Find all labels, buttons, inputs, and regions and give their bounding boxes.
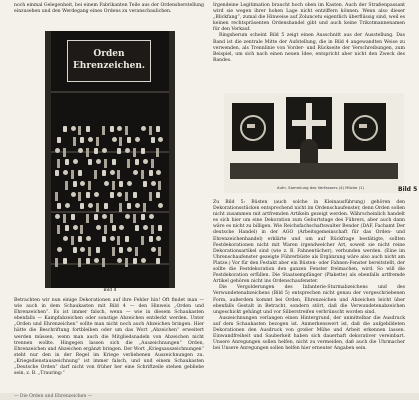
medal xyxy=(110,236,115,241)
medal xyxy=(135,159,139,165)
medal xyxy=(102,236,106,242)
medal xyxy=(104,203,108,209)
ribbon xyxy=(117,170,120,179)
medal xyxy=(117,148,121,154)
ribbon xyxy=(125,192,128,201)
ribbon xyxy=(88,247,91,256)
shelf xyxy=(51,91,169,93)
medal xyxy=(80,247,85,252)
medal xyxy=(86,126,90,132)
body-paragraph: Zu Bild 5: Büsten (auch solche in Kleinausführung) gehören den Dekorationsstücken entsprechend nicht im Ordenschaufenster, denn Orden sollen nicht zusammen mit artfremden Artikeln gezeigt werden. Währscheinlich handelt es sich hier um eine Dekoration zum Geburtstage des Führers, aber auch dann wäre es nicht zu billigen. Wie Reichsfachschaftswalter Bender (DAF, Fachamt Der deutsche Handel) in der AGO (Arbeitsgemeinschaft für das Orden- und Ehrenzeichenhandel) erklärte und um auf Rückfrage bestätigte, sollten Festdekorationen nicht mit Waren irgendwelcher Art, soweit sie nicht reine Dekorationsartikel sind (wie z. B. Fahnentücher), verbunden werden. (Eine im Uhrenschaufenster gezeigte Führerbüste als Ergänzung wäre also auch nicht am Platze.) Vor für den Festakt aber ein Büsten- oder Fahnen-Fenster bereitstellt, der sollte die Festdekoration den ganzen Fenster freimachen, wird. So will die Festdekoration erfüllen. Die Staatsempfänger (Plakette) als ebenfalls artfremde Artikel gehören nicht ins Ordenschaufenster. xyxy=(213,200,405,285)
intro-text-column xyxy=(14,3,204,15)
orden-sign xyxy=(67,40,151,82)
medal xyxy=(57,247,62,252)
medal xyxy=(71,192,76,197)
medal xyxy=(94,214,98,220)
medal xyxy=(156,236,161,241)
medal xyxy=(117,192,122,197)
medal xyxy=(135,203,140,208)
case-frame-left xyxy=(45,31,51,288)
ribbon xyxy=(57,159,60,168)
medal xyxy=(143,181,147,187)
figure-4-display-case xyxy=(45,31,175,288)
medal xyxy=(65,203,70,208)
medal xyxy=(149,236,153,242)
medal xyxy=(55,170,59,176)
medal xyxy=(55,214,60,219)
medal xyxy=(127,181,132,186)
ribbon xyxy=(110,214,113,223)
ribbon xyxy=(158,181,161,190)
medal xyxy=(80,203,84,209)
medal xyxy=(156,170,161,175)
medal xyxy=(65,159,69,165)
medal xyxy=(88,203,93,208)
ribbon xyxy=(80,225,83,234)
right-body-text xyxy=(213,200,405,352)
medal xyxy=(119,247,123,253)
medal xyxy=(119,225,124,230)
medal xyxy=(110,192,114,198)
ribbon xyxy=(96,137,99,146)
medal xyxy=(73,181,77,187)
ribbon xyxy=(119,137,122,146)
medal xyxy=(96,159,101,164)
medal xyxy=(80,137,84,143)
ribbon xyxy=(149,192,152,201)
medal xyxy=(88,137,93,142)
ribbon xyxy=(117,236,120,245)
medal xyxy=(110,170,115,175)
medal xyxy=(133,192,137,198)
medal xyxy=(86,236,91,241)
medal xyxy=(156,258,160,264)
ribbon xyxy=(71,170,74,179)
ribbon xyxy=(86,214,89,223)
medal xyxy=(117,258,122,263)
medal xyxy=(125,214,130,219)
medal xyxy=(88,159,92,165)
ribbon xyxy=(125,126,128,135)
ribbon xyxy=(151,159,154,168)
page-footer: — Die Orden und Ehrenzeichen — xyxy=(0,393,419,400)
ribbon xyxy=(112,181,115,190)
medal xyxy=(156,192,160,198)
ribbon xyxy=(63,148,66,157)
ribbon xyxy=(102,258,105,267)
eagle-emblem-right xyxy=(359,124,367,128)
ribbon xyxy=(65,181,68,190)
medal xyxy=(78,170,82,176)
medal xyxy=(127,203,131,209)
figure-5-credit: Aufn. Sammlung des Verfassers (4) Mücke (1) xyxy=(277,185,364,190)
medal xyxy=(127,137,131,143)
medal xyxy=(135,225,139,231)
medal xyxy=(57,137,61,143)
ribbon xyxy=(96,203,99,212)
ribbon xyxy=(119,203,122,212)
body-paragraph: Irgendeine Legitimation braucht hoch oben im Kasten. Auch der Straßenpassant wird sie wegen ihrer hohen Lage nicht entziffern können. Wenn also dieser „Blickfang“, zumal die Hinweise auf Zoluncetu eigentlich überflüssig sind, weil es keinen rechtspräsenten Ordenshandel gibt und auch keine Trikotmannenamen für den Verkauf. xyxy=(213,3,405,33)
medal xyxy=(119,181,123,187)
ribbon xyxy=(141,236,144,245)
intro-paragraph: noch einmal Gelegenheit, bei einem Fabrikanten Teile aus der Ordensherstellung einzusehen und den Werdegang eines Ordens zu veranschaulichen. xyxy=(14,3,204,15)
body-paragraph: Betrachten wir nun einige Dekorationen auf ihre Fehler hin! Oft findet man — wie auch in dem Schaukasten mit Bild 4 — den Hinweis „Orden und Ehrenzeichen“. Es ist immer falsch, wenn — wie in diesem Schaukasten ebenfalls — Kampfabzeichen oder sonstige Abzeichen entdeckt werden. Unter „Orden und Ehrenzeichen“ sollte man nicht noch auch Abzeichen bringen. Hier hätte die Beschriftung fortbleiben oder um das Wort „Abzeichen“ erweitert werden müssen, wenn man auch die Mitgliedsnadeln von Abzeichen nicht trennen wollte. Hingegen lassen sich die „Auszeichnungen“ Orden, Ehrenzeichen und Abzeichen ergänzt bringen. Der Wort „Kriegsauszeichnungen“ steht nur den in der Regel im Kriege verliehenen Auszeichnungen zu. „Kriegsdienstauszeichnung“ ist immer falsch, und und einem Schaukasten „Deutsche Orden“ darf nicht von früher her eine Schriftzeile stehen gebliebe sein, z. B. „Trauring:“ xyxy=(14,298,204,377)
ribbon xyxy=(141,170,144,179)
medal xyxy=(133,170,138,175)
sign-line-2: Ehrenzeichen. xyxy=(72,61,146,71)
medal xyxy=(141,126,146,131)
ribbon xyxy=(94,170,97,179)
medal xyxy=(149,214,154,219)
medal xyxy=(102,214,107,219)
medal xyxy=(78,148,83,153)
medal xyxy=(86,258,90,264)
medal xyxy=(117,126,122,131)
medal xyxy=(71,214,75,220)
case-frame-right xyxy=(169,31,175,288)
medal xyxy=(158,137,163,142)
medal xyxy=(71,126,76,131)
medal xyxy=(112,225,116,231)
medal xyxy=(151,181,156,186)
cross-horizontal xyxy=(292,120,326,126)
ribbon xyxy=(143,203,146,212)
medal xyxy=(73,247,77,253)
medal xyxy=(141,214,145,220)
ribbon xyxy=(127,159,130,168)
ribbon xyxy=(78,192,81,201)
medal xyxy=(57,203,61,209)
ribbon xyxy=(158,247,161,256)
medal xyxy=(112,137,117,142)
medal xyxy=(127,247,132,252)
right-top-text xyxy=(213,3,405,64)
medal xyxy=(78,236,82,242)
figure-5-window-display xyxy=(224,93,404,193)
medal xyxy=(65,225,69,231)
ribbon xyxy=(133,214,136,223)
ribbon xyxy=(104,225,107,234)
medal xyxy=(94,258,99,263)
medal xyxy=(158,203,163,208)
ribbon xyxy=(104,159,107,168)
medal xyxy=(86,192,90,198)
medal xyxy=(55,148,60,153)
medal xyxy=(143,159,148,164)
medal xyxy=(125,236,129,242)
ribbon xyxy=(112,247,115,256)
ribbon xyxy=(151,225,154,234)
ribbon xyxy=(125,258,128,267)
body-paragraph: Auszeichnungen verlangen einen Hintergrund, der unmittelbar die Ausdruck auf dem Schaukasten bezogen ist. Anmerkenswert ist, daß die aufgebildeten Dekorationen den Ausdruck von großer Mühe und Arbeit erkennen lassen. Einwandfreiheit und Sauberkeit haben sich dauerhaft dekorativer vereinbart. Unsere Anregungen sollen helfen, nicht zu vermeiden, daß auch die Uhrmacher bei Unsere Anregungen sollen helfen hier erneuter Angaben sein. xyxy=(213,315,405,352)
medal xyxy=(151,137,155,143)
medal xyxy=(141,148,145,154)
ribbon xyxy=(156,148,159,157)
medal xyxy=(143,225,148,230)
medal xyxy=(96,225,101,230)
ribbon xyxy=(133,148,136,157)
display-shelf xyxy=(230,163,398,179)
left-body-text xyxy=(14,298,204,377)
medal xyxy=(125,148,130,153)
body-paragraph: Ringsherum scheint Bild 5 zeigt einen Ausschnitt aus der Ausstellung. Das Band ist die zentrale Mitte der Aufstellung, die in Bild 4 angewandten Weise zu verwenden, als Trennlinie von Vorder- und Rückseite der Verschreibungen, zum Beispiel, um sich nach einen neuen Idee, entspricht aber nicht den Zweck des Bandes. xyxy=(213,33,405,63)
medal xyxy=(96,247,100,253)
ribbon xyxy=(78,258,81,267)
ribbon xyxy=(78,126,81,135)
medal xyxy=(102,148,107,153)
medal xyxy=(94,192,99,197)
ribbon xyxy=(63,214,66,223)
ribbon xyxy=(86,148,89,157)
wreath-emblem-right xyxy=(352,115,378,141)
medal xyxy=(80,181,85,186)
medal xyxy=(73,159,78,164)
ribbon xyxy=(55,192,58,201)
ribbon xyxy=(57,225,60,234)
medal xyxy=(135,137,140,142)
medal xyxy=(151,247,156,252)
ribbon xyxy=(149,126,152,135)
medal-grid xyxy=(55,126,165,276)
medal xyxy=(141,258,146,263)
medal xyxy=(133,258,137,264)
medal xyxy=(156,126,160,132)
ribbon xyxy=(71,236,74,245)
ribbon xyxy=(102,126,105,135)
eagle-emblem-left xyxy=(247,124,255,128)
body-paragraph: Die Vergolderungen des Infanterie-Sturmabzeichens und des Verwundetenabzeichens (Bild 5) entsprechen nicht genau der vorgeschriebenen Form, außerdem kommt bei Orden, Ehrenzeichen und Abzeichen leicht über ebenfalls Gestalt in Betracht, sondern stört, daß die Verwundetenabzeichen ungeschickt gehängt und vor Silberstreifen verbrünscht worden sind. xyxy=(213,285,405,315)
medal xyxy=(94,148,98,154)
medal xyxy=(158,225,162,231)
sign-line-1: Orden xyxy=(93,49,125,59)
ribbon xyxy=(88,181,91,190)
medal xyxy=(63,170,68,175)
figure-5-label: Bild 5 xyxy=(398,186,418,193)
medal xyxy=(73,225,78,230)
medal xyxy=(63,258,67,264)
medal xyxy=(63,236,68,241)
wreath-emblem-left xyxy=(240,115,266,141)
ribbon xyxy=(135,247,138,256)
ribbon xyxy=(73,137,76,146)
ribbon xyxy=(55,258,58,267)
medal xyxy=(63,126,67,132)
medal xyxy=(110,126,114,132)
medal xyxy=(112,159,116,165)
medal xyxy=(102,170,106,176)
figure-4-caption: Bild 4 xyxy=(103,288,117,293)
medal xyxy=(104,181,109,186)
medal xyxy=(149,170,153,176)
